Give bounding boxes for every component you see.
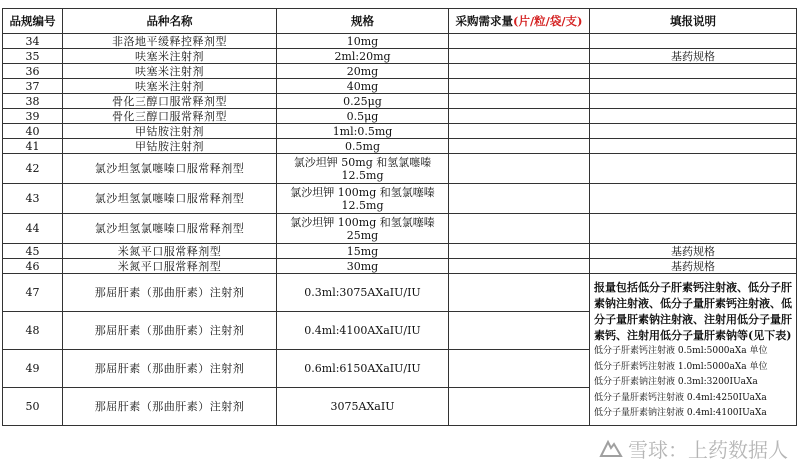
cell-name: 呋塞米注射剂 bbox=[63, 49, 277, 64]
cell-code: 43 bbox=[3, 184, 63, 214]
merged-note-line: 低分子量肝素钙注射液 0.4ml:4250IUaXa bbox=[594, 392, 767, 403]
cell-qty[interactable] bbox=[449, 312, 590, 350]
cell-note bbox=[590, 94, 797, 109]
cell-code: 49 bbox=[3, 350, 63, 388]
cell-code: 46 bbox=[3, 259, 63, 274]
cell-spec: 2ml:20mg bbox=[277, 49, 449, 64]
cell-note bbox=[590, 64, 797, 79]
procurement-table bbox=[2, 8, 797, 426]
table-row bbox=[3, 259, 797, 274]
cell-name: 米氮平口服常释剂型 bbox=[63, 244, 277, 259]
cell-qty[interactable] bbox=[449, 124, 590, 139]
cell-name: 骨化三醇口服常释剂型 bbox=[63, 94, 277, 109]
table-row bbox=[3, 94, 797, 109]
cell-code: 35 bbox=[3, 49, 63, 64]
cell-spec: 10mg bbox=[277, 34, 449, 49]
cell-code: 38 bbox=[3, 94, 63, 109]
cell-qty[interactable] bbox=[449, 259, 590, 274]
cell-note: 基药规格 bbox=[590, 244, 797, 259]
spec-line-2: 12.5mg bbox=[341, 198, 384, 212]
merged-note-cell bbox=[590, 274, 797, 426]
table-row bbox=[3, 274, 797, 312]
cell-name: 那屈肝素（那曲肝素）注射剂 bbox=[63, 350, 277, 388]
cell-name: 氯沙坦氢氯噻嗪口服常释剂型 bbox=[63, 214, 277, 244]
cell-name: 骨化三醇口服常释剂型 bbox=[63, 109, 277, 124]
cell-name: 米氮平口服常释剂型 bbox=[63, 259, 277, 274]
cell-spec: 0.4ml:4100AXaIU/IU bbox=[277, 312, 449, 350]
table-row bbox=[3, 244, 797, 259]
cell-qty[interactable] bbox=[449, 94, 590, 109]
cell-qty[interactable] bbox=[449, 274, 590, 312]
header-name: 品种名称 bbox=[63, 9, 277, 34]
cell-code: 48 bbox=[3, 312, 63, 350]
header-note: 填报说明 bbox=[590, 9, 797, 34]
spec-line-2: 12.5mg bbox=[341, 168, 384, 182]
table-row bbox=[3, 79, 797, 94]
cell-qty[interactable] bbox=[449, 139, 590, 154]
cell-spec bbox=[277, 184, 449, 214]
header-code: 品规编号 bbox=[3, 9, 63, 34]
spec-line-2: 25mg bbox=[346, 228, 379, 242]
cell-note: 基药规格 bbox=[590, 259, 797, 274]
header-qty-unit: (片/粒/袋/支) bbox=[513, 13, 583, 28]
cell-code: 37 bbox=[3, 79, 63, 94]
table-row bbox=[3, 64, 797, 79]
cell-name: 氯沙坦氢氯噻嗪口服常释剂型 bbox=[63, 184, 277, 214]
cell-name: 非洛地平缓释控释剂型 bbox=[63, 34, 277, 49]
table-row bbox=[3, 154, 797, 184]
cell-note bbox=[590, 79, 797, 94]
cell-qty[interactable] bbox=[449, 79, 590, 94]
cell-qty[interactable] bbox=[449, 244, 590, 259]
cell-note: 基药规格 bbox=[590, 49, 797, 64]
cell-note bbox=[590, 139, 797, 154]
cell-spec: 1ml:0.5mg bbox=[277, 124, 449, 139]
cell-qty[interactable] bbox=[449, 388, 590, 426]
cell-code: 47 bbox=[3, 274, 63, 312]
cell-note bbox=[590, 184, 797, 214]
cell-spec: 0.5μg bbox=[277, 109, 449, 124]
cell-code: 41 bbox=[3, 139, 63, 154]
cell-name: 呋塞米注射剂 bbox=[63, 79, 277, 94]
cell-name: 那屈肝素（那曲肝素）注射剂 bbox=[63, 312, 277, 350]
cell-qty[interactable] bbox=[449, 154, 590, 184]
cell-note bbox=[590, 124, 797, 139]
cell-note bbox=[590, 154, 797, 184]
cell-code: 36 bbox=[3, 64, 63, 79]
cell-name: 那屈肝素（那曲肝素）注射剂 bbox=[63, 388, 277, 426]
watermark bbox=[598, 434, 788, 463]
cell-name: 甲钴胺注射剂 bbox=[63, 124, 277, 139]
cell-qty[interactable] bbox=[449, 109, 590, 124]
cell-code: 34 bbox=[3, 34, 63, 49]
cell-code: 42 bbox=[3, 154, 63, 184]
cell-code: 50 bbox=[3, 388, 63, 426]
cell-spec: 15mg bbox=[277, 244, 449, 259]
cell-qty[interactable] bbox=[449, 64, 590, 79]
table-row bbox=[3, 124, 797, 139]
merged-note-line: 低分子肝素钙注射液 1.0ml:5000aXa 单位 bbox=[594, 361, 768, 372]
cell-qty[interactable] bbox=[449, 350, 590, 388]
cell-name: 甲钴胺注射剂 bbox=[63, 139, 277, 154]
watermark-text: 雪球：上药数据人 bbox=[628, 438, 788, 462]
spec-line-1: 氯沙坦钾 100mg 和氢氯噻嗪 bbox=[290, 185, 435, 199]
cell-note bbox=[590, 214, 797, 244]
spec-line-1: 氯沙坦钾 100mg 和氢氯噻嗪 bbox=[290, 215, 435, 229]
cell-qty[interactable] bbox=[449, 34, 590, 49]
spec-line-1: 氯沙坦钾 50mg 和氢氯噻嗪 bbox=[293, 155, 432, 169]
cell-spec: 3075AXaIU bbox=[277, 388, 449, 426]
cell-code: 44 bbox=[3, 214, 63, 244]
cell-spec: 0.5mg bbox=[277, 139, 449, 154]
merged-note-line: 低分子肝素钠注射液 0.3ml:3200IUaXa bbox=[594, 377, 758, 387]
table-row bbox=[3, 109, 797, 124]
header-qty bbox=[449, 9, 590, 34]
merged-note-line: 低分子量肝素钠注射液 0.4ml:4100IUaXa bbox=[594, 408, 767, 418]
cell-spec: 20mg bbox=[277, 64, 449, 79]
cell-spec: 40mg bbox=[277, 79, 449, 94]
merged-note-line: 低分子肝素钙注射液 0.5ml:5000aXa 单位 bbox=[594, 346, 768, 356]
cell-qty[interactable] bbox=[449, 214, 590, 244]
cell-code: 39 bbox=[3, 109, 63, 124]
cell-name: 那屈肝素（那曲肝素）注射剂 bbox=[63, 274, 277, 312]
header-spec: 规格 bbox=[277, 9, 449, 34]
cell-name: 氯沙坦氢氯噻嗪口服常释剂型 bbox=[63, 154, 277, 184]
table-row bbox=[3, 184, 797, 214]
cell-code: 40 bbox=[3, 124, 63, 139]
header-row bbox=[3, 9, 797, 34]
cell-code: 45 bbox=[3, 244, 63, 259]
cell-spec: 0.6ml:6150AXaIU/IU bbox=[277, 350, 449, 388]
cell-qty[interactable] bbox=[449, 49, 590, 64]
cell-spec bbox=[277, 214, 449, 244]
table-row bbox=[3, 139, 797, 154]
table-row bbox=[3, 214, 797, 244]
cell-note bbox=[590, 109, 797, 124]
cell-spec: 0.3ml:3075AXaIU/IU bbox=[277, 274, 449, 312]
snowball-logo-icon bbox=[598, 438, 624, 460]
cell-note bbox=[590, 34, 797, 49]
cell-spec bbox=[277, 154, 449, 184]
header-qty-prefix: 采购需求量 bbox=[455, 13, 513, 28]
cell-qty[interactable] bbox=[449, 184, 590, 214]
cell-name: 呋塞米注射剂 bbox=[63, 64, 277, 79]
table-row bbox=[3, 34, 797, 49]
merged-note-bold: 报量包括低分子肝素钙注射液、低分子肝素钠注射液、低分子量肝素钙注射液、低分子量肝素钠注射液、注射用低分子量肝素钙、注射用低分子量肝素钠等(见下表) bbox=[594, 281, 792, 342]
cell-spec: 30mg bbox=[277, 259, 449, 274]
table-row bbox=[3, 49, 797, 64]
cell-spec: 0.25μg bbox=[277, 94, 449, 109]
